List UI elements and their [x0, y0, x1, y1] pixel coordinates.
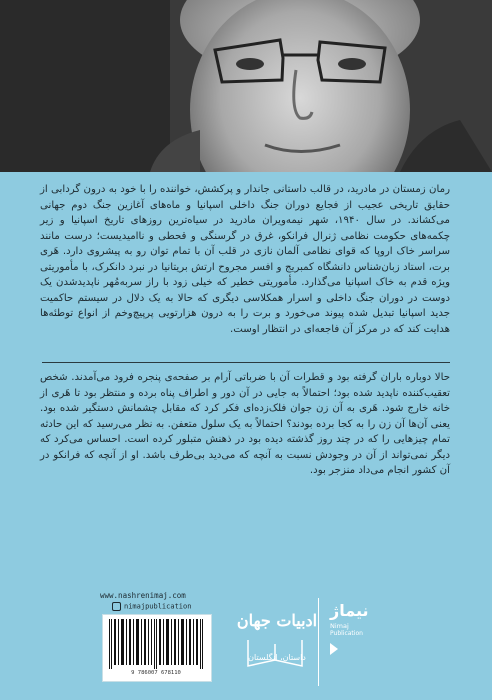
publisher-name-en: Nimaj — [330, 622, 349, 630]
section-divider — [42, 362, 450, 363]
series-title: ادبیات جهان — [236, 611, 318, 630]
publisher-logo — [330, 602, 400, 637]
back-cover-footer — [0, 580, 492, 700]
author-photo — [0, 0, 492, 172]
publisher-website: www.nashrenimaj.com — [100, 591, 186, 600]
book-blurb — [40, 182, 450, 337]
isbn-number: 9 786007 678110 — [131, 670, 181, 676]
nimaj-logo-icon — [328, 642, 340, 656]
publisher-instagram — [112, 602, 191, 611]
publisher-name: نیماژ — [330, 601, 369, 620]
barcode-bars — [107, 619, 207, 669]
blurb-paragraph: رمان زمستان در مادرید، در قالب داستانی جاندار و پرکشش، خواننده را با خود به درون گردابی از حقایق تاریخی عجیب از فجایع دوران جنگ داخلی اسپانیا و ماه‌های آغازین جنگ دوم جهانی می‌کشاند. در سال ۱۹۴۰، شهر نیمه‌ویران مادرید در سیاه‌ترین روزهای تاریخ اسپانیا و زیر چکمه‌های حکومت نظامی ژنرال فرانکو، غرق در گرسنگی و قحطی و ناامیدیست؛ درست مانند سراسر خاک اروپا که قوای نظامی آلمان نازی در قلب آن با تمام توان رو به پیشروی دارد. هَری برت، استاد زبان‌شناس دانشگاه کمبریج و افسر مجروح ارتش بریتانیا در نبرد دانکرک، با مأموریتی ویژه قدم به خاک اسپانیا می‌گذارد. مأموریتی خطیر که خیلی زود با راز سربه‌مُهر ناپدیدشدن یک دوست در دوران جنگ داخلی و اسرار همکلاسی دیگری که حالا به یک دلال در سیستم حاکمیت جدید اسپانیا تبدیل شده پیوند می‌خورد و برت را به درون هزارتویی پرپیچ‌وخم از انواع توطئه‌ها هدایت کند که در مرکز آن فاجعه‌ای در انتظار اوست. — [40, 184, 451, 335]
instagram-handle: nimajpublication — [124, 602, 192, 611]
publisher-tag: Publication — [330, 630, 363, 637]
instagram-icon — [112, 602, 121, 611]
excerpt-paragraph: حالا دوباره باران گرفته بود و قطرات آن با ضرباتی آرام بر صفحه‌ی پنجره فرود می‌آمدند. شخص تعقیب‌کننده ناپدید شده بود؛ احتمالاً به جایی در آن دور و اطراف پناه برده و منتظر بود تا هَری از خانه خارج شود. هَری به آن زن جوان فلک‌زده‌ای فکر کرد که مقابل چشمانش دستگیر شده بود. یعنی آن‌ها آن زن را به کجا برده بودند؟ احتمالاً به یک سلول متعفن. به نظر می‌رسید که این حادثه تمام چیزهایی را که در چند روز گذشته دیده بود در ذهنش متبلور کرده است. احساس می‌کرد که دیگر نمی‌تواند از آن در وجودش نسبت به آنچه که می‌دید بی‌طرف باشد. او از آنچه که فرانکو در آن کشور انجام می‌داد منزجر بود. — [40, 372, 450, 476]
logo-divider — [318, 598, 319, 686]
book-excerpt — [40, 370, 450, 479]
series-subtitle: داستان، انگلستان — [248, 653, 306, 662]
author-portrait-image — [0, 0, 492, 172]
